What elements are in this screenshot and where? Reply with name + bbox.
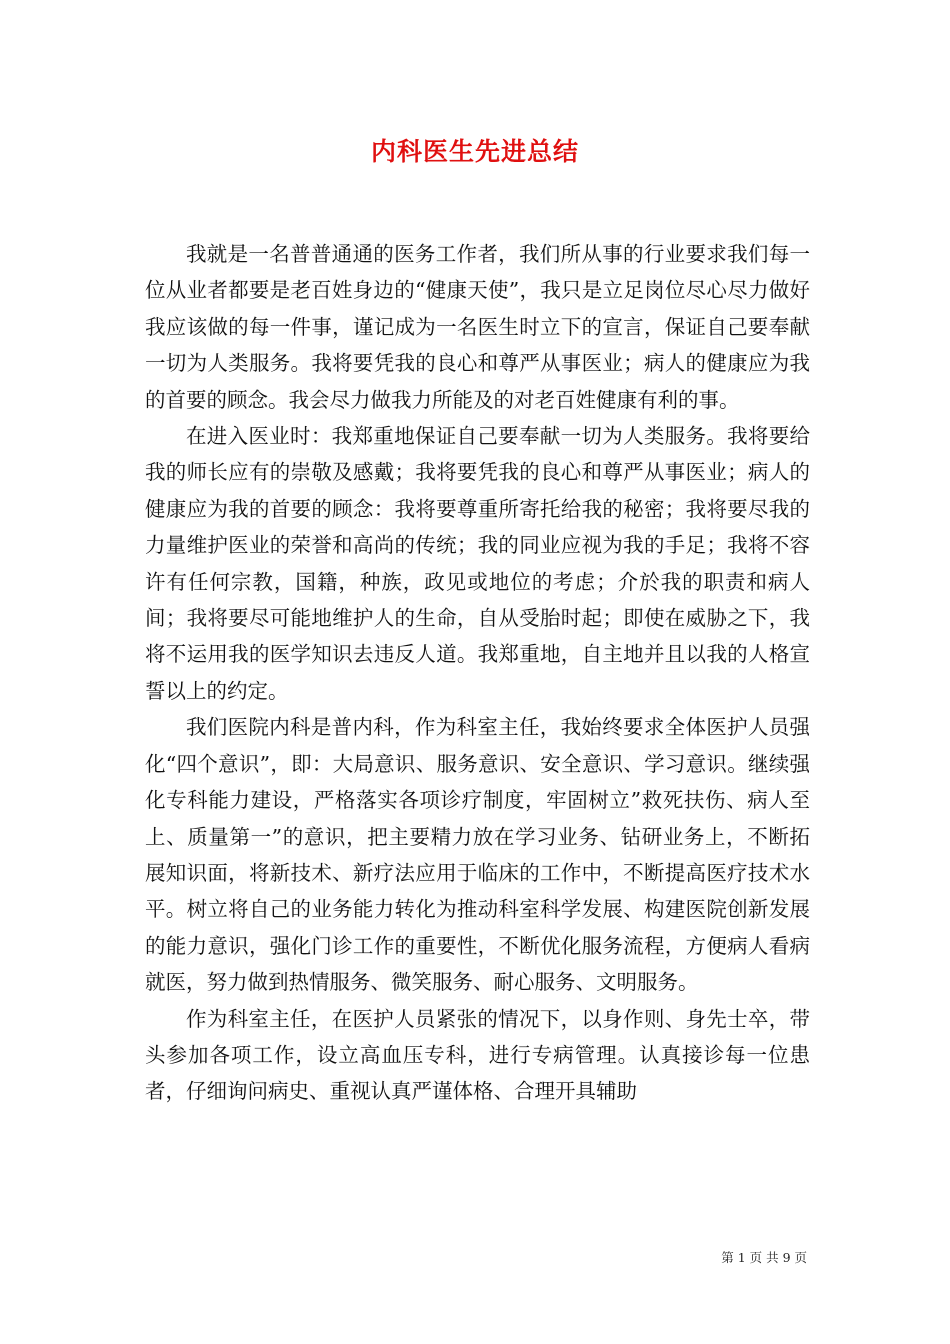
- paragraph-1: 我就是一名普普通通的医务工作者，我们所从事的行业要求我们每一位从业者都要是老百姓身边的“健康天使”，我只是立足岗位尽心尽力做好我应该做的每一件事，谨记成为一名医生时立下的宣言，保证自己要奉献一切为人类服务。我将要凭我的良心和尊严从事医业；病人的健康应为我的首要的顾念。我会尽力做我力所能及的对老百姓健康有利的事。: [145, 242, 810, 412]
- document-title: 内科医生先进总结: [370, 137, 579, 166]
- document-body: [145, 236, 810, 1110]
- paragraph-4: 作为科室主任，在医护人员紧张的情况下，以身作则、身先士卒，带头参加各项工作，设立高血压专科，进行专病管理。认真接诊每一位患者，仔细询问病史、重视认真严谨体格、合理开具辅助: [145, 1006, 810, 1104]
- paragraph-2: 在进入医业时：我郑重地保证自己要奉献一切为人类服务。我将要给我的师长应有的崇敬及感戴；我将要凭我的良心和尊严从事医业；病人的健康应为我的首要的顾念：我将要尊重所寄托给我的秘密；我将要尽我的力量维护医业的荣誉和高尚的传统；我的同业应视为我的手足；我将不容许有任何宗教，国籍，种族，政见或地位的考虑；介於我的职责和病人间；我将要尽可能地维护人的生命，自从受胎时起；即使在威胁之下，我将不运用我的医学知识去违反人道。我郑重地，自主地并且以我的人格宣誓以上的约定。: [145, 424, 810, 703]
- page-number-footer: 第 1 页 共 9 页: [721, 1250, 807, 1265]
- paragraph-3: 我们医院内科是普内科，作为科室主任，我始终要求全体医护人员强化“四个意识”，即：大局意识、服务意识、安全意识、学习意识。继续强化专科能力建设，严格落实各项诊疗制度，牢固树立”救死扶伤、病人至上、质量第一”的意识，把主要精力放在学习业务、钻研业务上，不断拓展知识面，将新技术、新疗法应用于临床的工作中，不断提高医疗技术水平。树立将自己的业务能力转化为推动科室科学发展、构建医院创新发展的能力意识，强化门诊工作的重要性，不断优化服务流程，方便病人看病就医，努力做到热情服务、微笑服务、耐心服务、文明服务。: [145, 715, 810, 995]
